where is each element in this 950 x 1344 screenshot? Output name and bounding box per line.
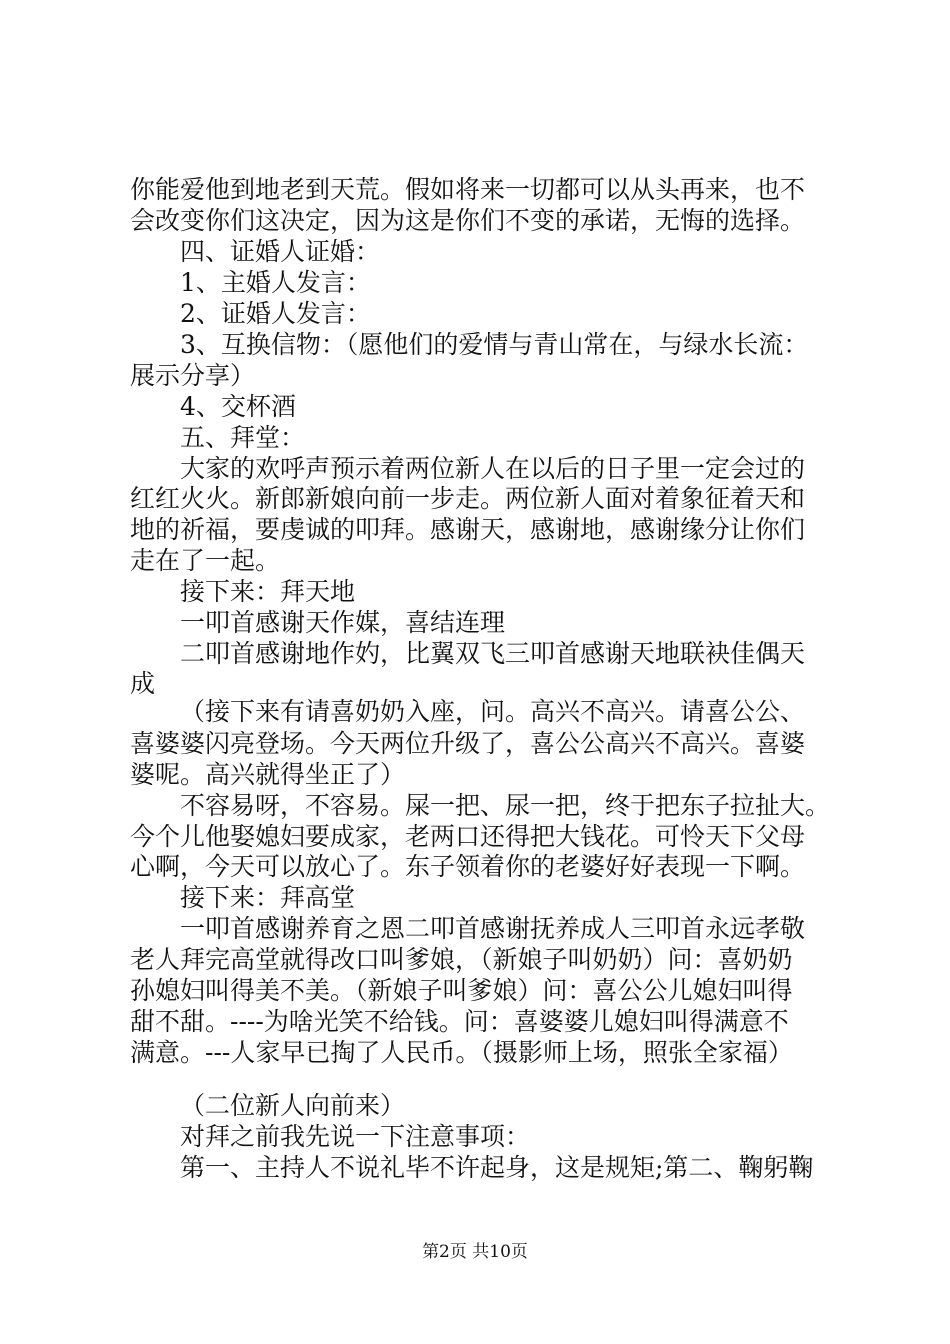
text-line: 地的祈福，要虔诚的叩拜。感谢天，感谢地，感谢缘分让你们: [130, 515, 806, 544]
text-line: 老人拜完高堂就得改口叫爹娘，（新娘子叫奶奶）问：喜奶奶: [130, 945, 793, 974]
text-line: 对拜之前我先说一下注意事项：: [180, 1122, 531, 1151]
page-number: 第2页 共10页: [422, 1242, 528, 1262]
text-line: （接下来有请喜奶奶入座，问。高兴不高兴。请喜公公、: [180, 697, 806, 726]
text-line: 成: [130, 669, 156, 698]
text-line: 喜婆婆闪亮登场。今天两位升级了，喜公公高兴不高兴。喜婆: [130, 729, 806, 758]
text-line: 孙媳妇叫得美不美。（新娘子叫爹娘）问：喜公公儿媳妇叫得: [130, 976, 793, 1005]
text-line: 2、证婚人发言：: [180, 299, 371, 328]
text-line: 3、互换信物：（愿他们的爱情与青山常在，与绿水长流：: [180, 330, 809, 359]
text-line: 一叩首感谢天作媒，喜结连理: [180, 608, 506, 637]
text-line: 大家的欢呼声预示着两位新人在以后的日子里一定会过的: [180, 454, 806, 483]
text-line: 第一、主持人不说礼毕不许起身，这是规矩;第二、鞠躬鞠: [180, 1153, 814, 1182]
text-line: 走在了一起。: [130, 546, 281, 575]
text-line: 不容易呀，不容易。屎一把、尿一把，终于把东子拉扯大。: [180, 791, 830, 820]
text-line: 婆呢。高兴就得坐正了）: [130, 760, 406, 789]
text-line: 展示分享）: [130, 361, 256, 390]
text-line: 一叩首感谢养育之恩二叩首感谢抚养成人三叩首永远孝敬: [180, 914, 806, 943]
text-line: 你能爱他到地老到天荒。假如将来一切都可以从头再来，也不: [130, 175, 806, 204]
text-line: 五、拜堂：: [180, 423, 306, 452]
text-line: 二叩首感谢地作妁，比翼双飞三叩首感谢天地联袂佳偶天: [180, 639, 806, 668]
text-line: 心啊，今天可以放心了。东子领着你的老婆好好表现一下啊。: [130, 852, 806, 881]
text-line: （二位新人向前来）: [180, 1091, 406, 1120]
text-line: 会改变你们这决定，因为这是你们不变的承诺，无悔的选择。: [130, 206, 806, 235]
text-line: 今个儿他娶媳妇要成家，老两口还得把大钱花。可怜天下父母: [130, 822, 806, 851]
text-line: 接下来：拜天地: [180, 577, 356, 606]
text-line: 4、交杯酒: [180, 392, 296, 421]
text-line: 甜不甜。----为啥光笑不给钱。问：喜婆婆儿媳妇叫得满意不: [130, 1007, 789, 1036]
text-line: 接下来：拜高堂: [180, 883, 356, 912]
text-line: 满意。---人家早已掏了人民币。（摄影师上场，照张全家福）: [130, 1038, 793, 1067]
text-line: 1、主婚人发言：: [180, 268, 371, 297]
text-line: 四、证婚人证婚：: [180, 237, 381, 266]
text-line: 红红火火。新郎新娘向前一步走。两位新人面对着象征着天和: [130, 484, 806, 513]
